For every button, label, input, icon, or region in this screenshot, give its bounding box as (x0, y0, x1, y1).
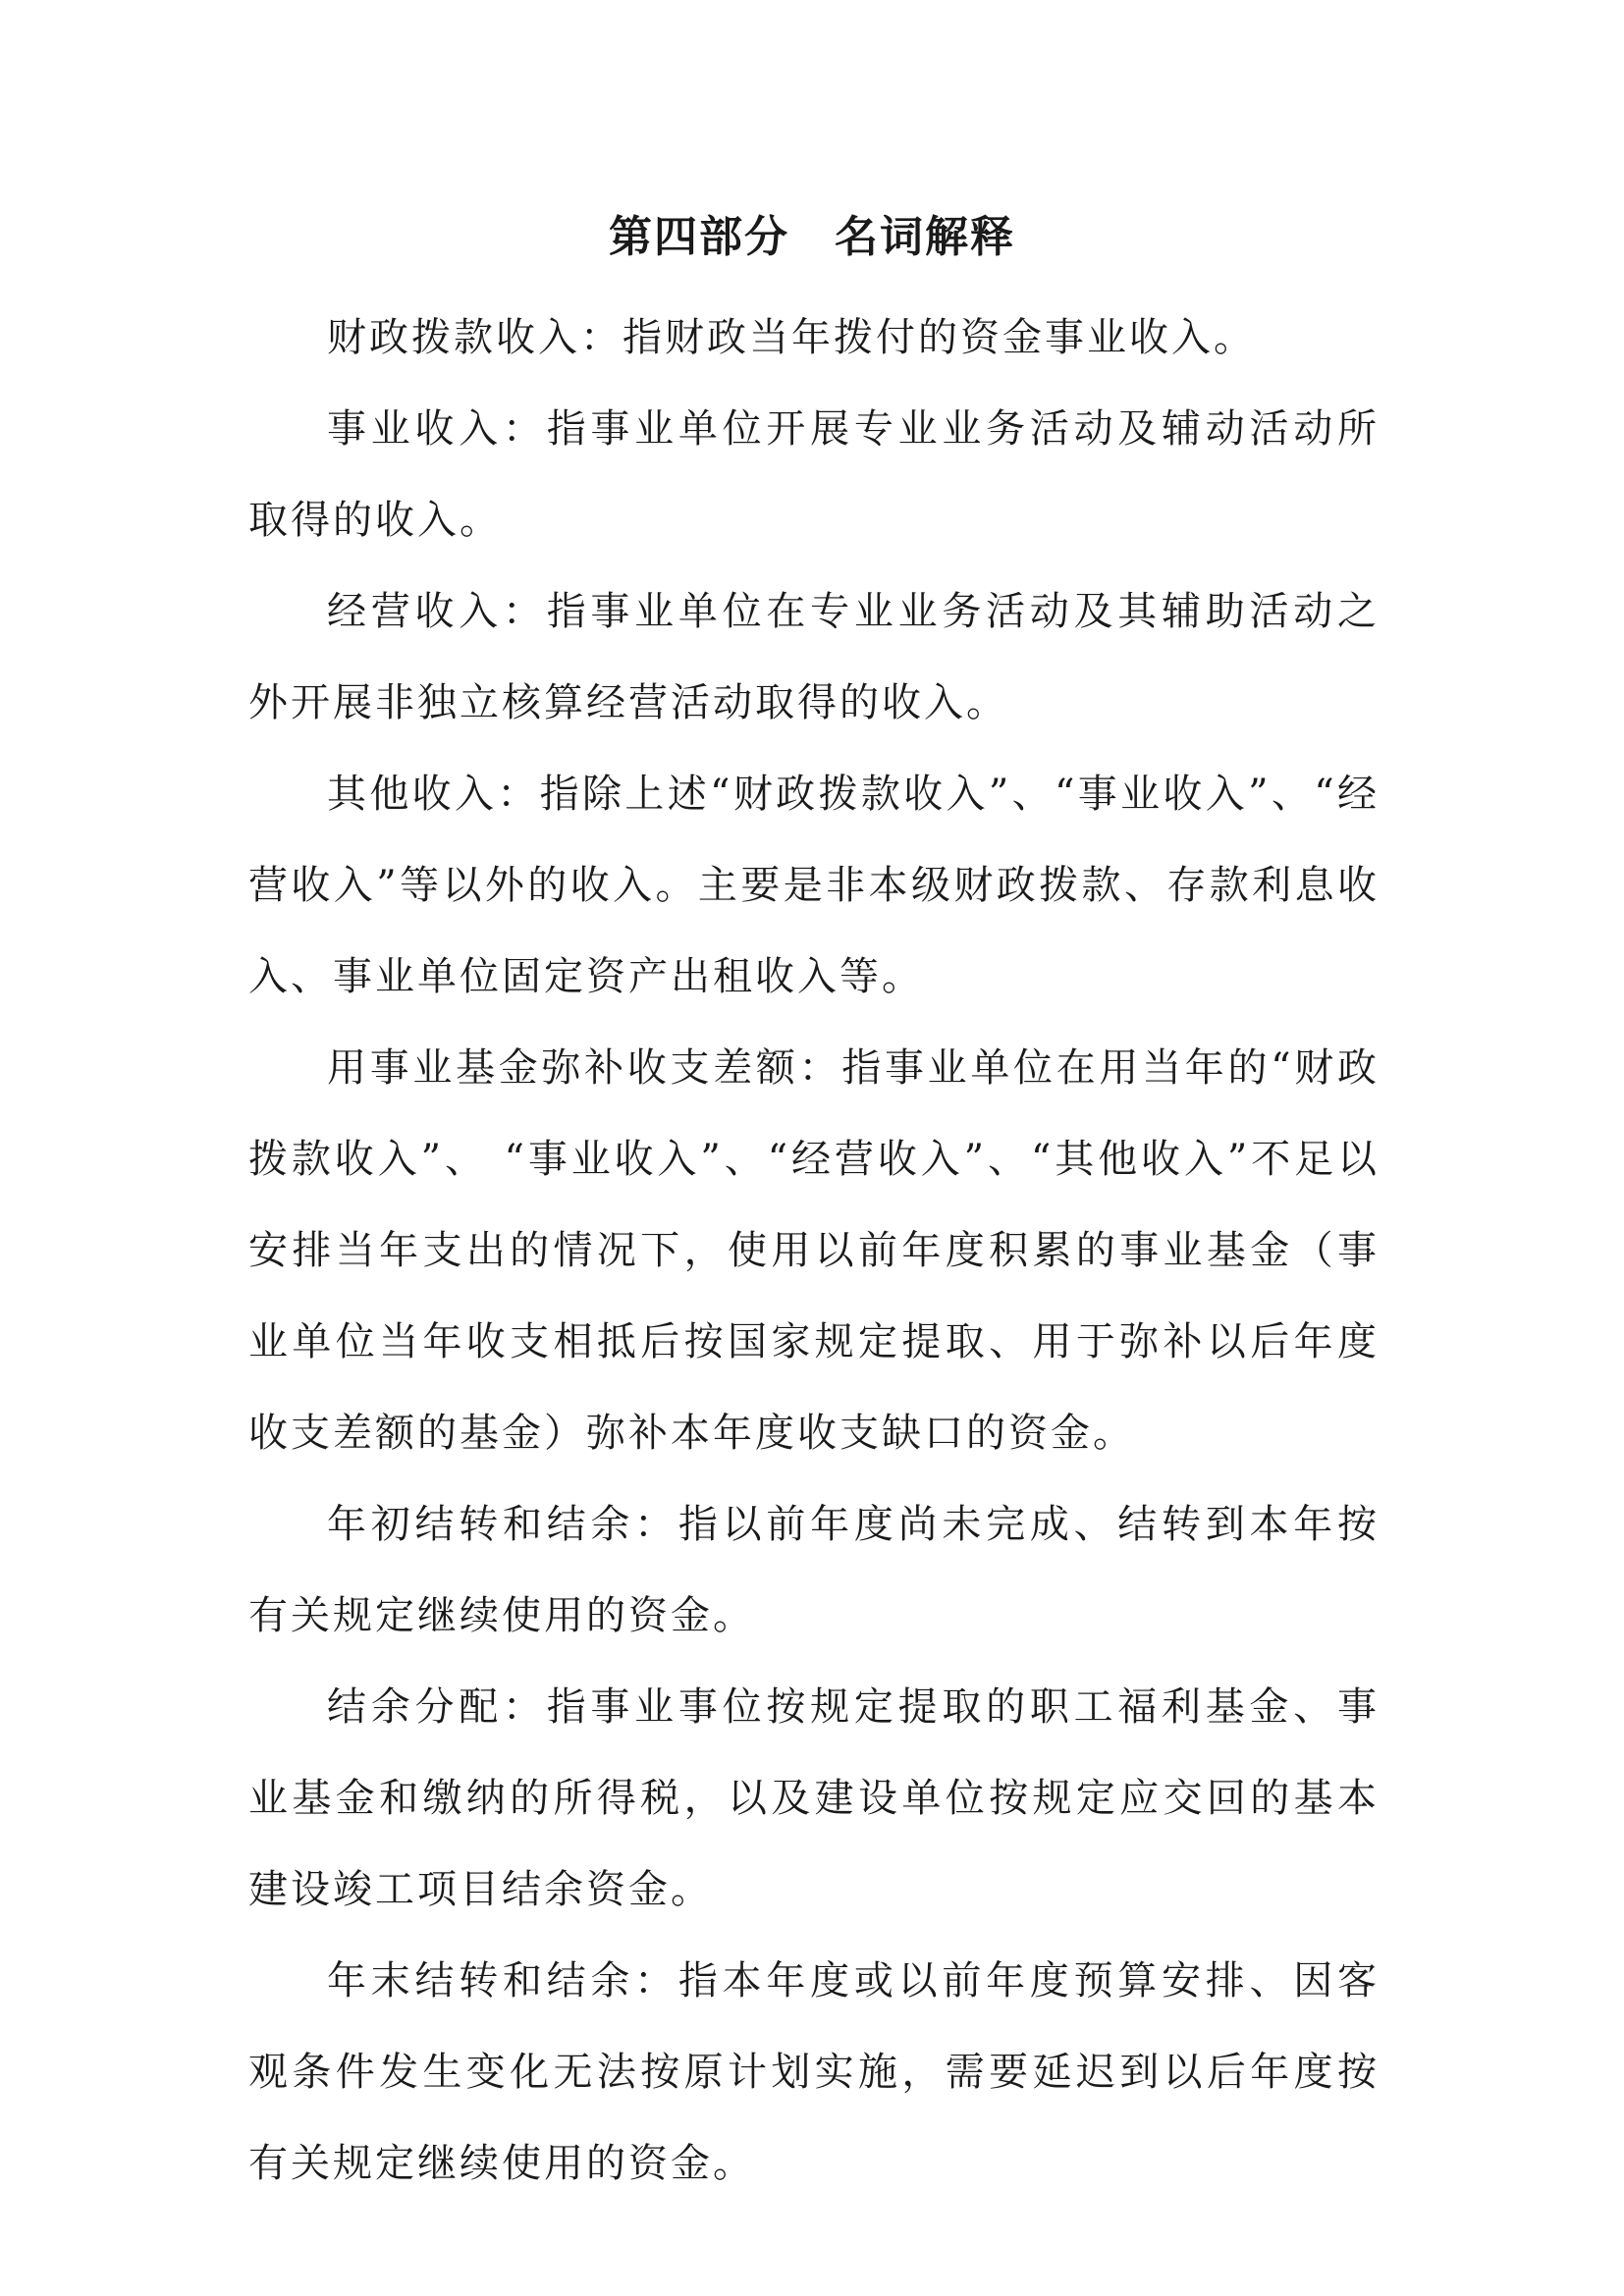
paragraph-beginning-carryover: 年初结转和结余：指以前年度尚未完成、结转到本年按有关规定继续使用的资金。 (248, 1502, 1380, 1638)
paragraph-surplus-distribution: 结余分配：指事业事位按规定提取的职工福利基金、事业基金和缴纳的所得税，以及建设单位按规定应交回的基本建设竣工项目结余资金。 (248, 1684, 1380, 1912)
paragraph-business-fund-offset: 用事业基金弥补收支差额：指事业单位在用当年的“财政拨款收入”、 “事业收入”、“经营收入”、“其他收入”不足以安排当年支出的情况下，使用以前年度积累的事业基金（事业单位当年收支相抵后按国家规定提取、用于弥补以后年度收支差额的基金）弥补本年度收支缺口的资金。 (248, 1045, 1380, 1456)
paragraph-fiscal-appropriation-income: 财政拨款收入：指财政当年拨付的资金事业收入。 (327, 315, 1256, 360)
paragraph-business-income: 事业收入：指事业单位开展专业业务活动及辅动活动所取得的收入。 (248, 406, 1380, 543)
paragraph-operating-income: 经营收入：指事业单位在专业业务活动及其辅助活动之外开展非独立核算经营活动取得的收入。 (248, 589, 1380, 725)
page-title: 第四部分 名词解释 (609, 212, 1015, 262)
paragraph-ending-carryover: 年末结转和结余：指本年度或以前年度预算安排、因客观条件发生变化无法按原计划实施，需要延迟到以后年度按有关规定继续使用的资金。 (248, 1958, 1380, 2186)
document-body (248, 293, 1380, 2210)
paragraph-other-income: 其他收入：指除上述“财政拨款收入”、“事业收入”、“经营收入”等以外的收入。主要是非本级财政拨款、存款利息收入、事业单位固定资产出租收入等。 (248, 772, 1380, 999)
